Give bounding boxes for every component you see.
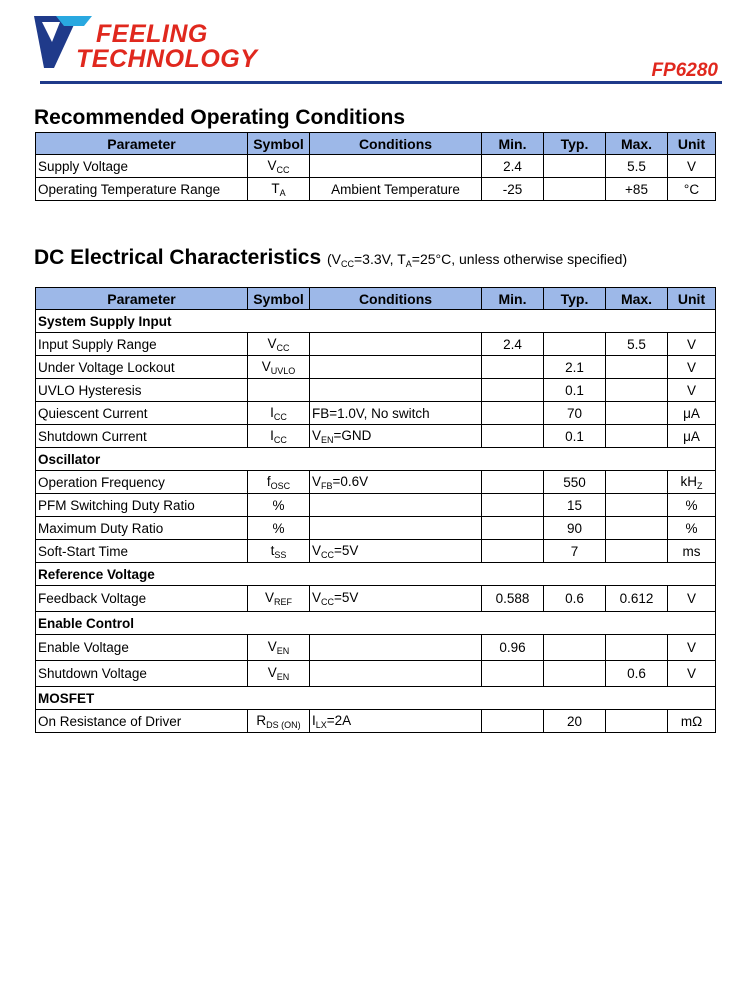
typ-cell: 7 <box>544 540 606 563</box>
parameter-cell: Shutdown Current <box>36 425 248 448</box>
table-row <box>36 540 716 563</box>
symbol-cell: $V_{EN}$ <box>248 635 310 661</box>
typ-cell: 550 <box>544 471 606 494</box>
table-row <box>36 586 716 612</box>
roc-col-header: Min. <box>482 133 544 155</box>
table-row <box>36 155 716 178</box>
table-group-row <box>36 687 716 710</box>
min-cell: 2.4 <box>482 333 544 356</box>
min-cell <box>482 661 544 687</box>
symbol-cell: % <box>248 494 310 517</box>
conditions-cell: $V_{FB}=0.6V$ <box>310 471 482 494</box>
parameter-cell: Enable Voltage <box>36 635 248 661</box>
unit-cell: V <box>668 356 716 379</box>
table-row <box>36 635 716 661</box>
max-cell <box>606 517 668 540</box>
roc-section-title: Recommended Operating Conditions <box>34 106 406 129</box>
unit-cell: V <box>668 661 716 687</box>
parameter-cell: Quiescent Current <box>36 402 248 425</box>
conditions-cell <box>310 494 482 517</box>
dc-section-title <box>34 246 627 270</box>
table-group-row <box>36 563 716 586</box>
typ-cell: 0.6 <box>544 586 606 612</box>
table-group-row <box>36 448 716 471</box>
conditions-cell: $V_{CC}=5V$ <box>310 540 482 563</box>
conditions-cell: $V_{EN}=GND$ <box>310 425 482 448</box>
max-cell: 0.6 <box>606 661 668 687</box>
roc-col-header: Parameter <box>36 133 248 155</box>
max-cell <box>606 710 668 733</box>
min-cell <box>482 379 544 402</box>
max-cell <box>606 356 668 379</box>
table-row <box>36 494 716 517</box>
parameter-cell: Maximum Duty Ratio <box>36 517 248 540</box>
parameter-cell: Input Supply Range <box>36 333 248 356</box>
group-label: Reference Voltage <box>36 563 716 586</box>
group-label: Oscillator <box>36 448 716 471</box>
typ-cell: 15 <box>544 494 606 517</box>
table-row <box>36 425 716 448</box>
unit-cell: ms <box>668 540 716 563</box>
table-row <box>36 517 716 540</box>
conditions-cell <box>310 356 482 379</box>
unit-cell: % <box>668 517 716 540</box>
typ-cell <box>544 333 606 356</box>
max-cell <box>606 494 668 517</box>
unit-cell: μA <box>668 425 716 448</box>
min-cell <box>482 471 544 494</box>
table-row <box>36 333 716 356</box>
parameter-cell: Supply Voltage <box>36 155 248 178</box>
symbol-cell: $V_{UVLO}$ <box>248 356 310 379</box>
dc-col-header: Min. <box>482 288 544 310</box>
roc-header-row <box>36 133 716 155</box>
group-label: Enable Control <box>36 612 716 635</box>
max-cell <box>606 471 668 494</box>
typ-cell: 20 <box>544 710 606 733</box>
dc-col-header: Max. <box>606 288 668 310</box>
table-row <box>36 178 716 201</box>
conditions-cell: $I_{LX}=2A$ <box>310 710 482 733</box>
typ-cell: 70 <box>544 402 606 425</box>
symbol-cell: $V_{CC}$ <box>248 333 310 356</box>
conditions-cell <box>310 155 482 178</box>
min-cell <box>482 425 544 448</box>
unit-cell: V <box>668 333 716 356</box>
min-cell: -25 <box>482 178 544 201</box>
table-row <box>36 471 716 494</box>
dc-col-header: Typ. <box>544 288 606 310</box>
parameter-cell: UVLO Hysteresis <box>36 379 248 402</box>
typ-cell: 90 <box>544 517 606 540</box>
symbol-cell <box>248 379 310 402</box>
typ-cell: 2.1 <box>544 356 606 379</box>
conditions-cell <box>310 517 482 540</box>
min-cell <box>482 494 544 517</box>
max-cell <box>606 379 668 402</box>
roc-col-header: Typ. <box>544 133 606 155</box>
max-cell <box>606 402 668 425</box>
symbol-cell: $R_{DS (ON)}$ <box>248 710 310 733</box>
roc-col-header: Symbol <box>248 133 310 155</box>
dc-title-text: DC Electrical Characteristics <box>34 246 322 269</box>
symbol-cell: $V_{CC}$ <box>248 155 310 178</box>
max-cell: +85 <box>606 178 668 201</box>
max-cell: 5.5 <box>606 333 668 356</box>
symbol-cell: $f_{OSC}$ <box>248 471 310 494</box>
roc-col-header: Max. <box>606 133 668 155</box>
unit-cell: V <box>668 379 716 402</box>
roc-col-header: Conditions <box>310 133 482 155</box>
conditions-cell: FB=1.0V, No switch <box>310 402 482 425</box>
conditions-cell <box>310 635 482 661</box>
symbol-cell: % <box>248 517 310 540</box>
symbol-cell: $V_{EN}$ <box>248 661 310 687</box>
symbol-cell: $t_{SS}$ <box>248 540 310 563</box>
roc-col-header: Unit <box>668 133 716 155</box>
unit-cell: V <box>668 586 716 612</box>
table-row <box>36 402 716 425</box>
table-row <box>36 379 716 402</box>
parameter-cell: Operation Frequency <box>36 471 248 494</box>
typ-cell <box>544 178 606 201</box>
table-row <box>36 710 716 733</box>
dc-col-header: Conditions <box>310 288 482 310</box>
conditions-cell <box>310 379 482 402</box>
min-cell: 0.588 <box>482 586 544 612</box>
symbol-cell: $T_A$ <box>248 178 310 201</box>
dc-col-header: Parameter <box>36 288 248 310</box>
unit-cell: °C <box>668 178 716 201</box>
logo-text-line1: FEELING <box>96 20 208 48</box>
min-cell <box>482 540 544 563</box>
typ-cell: 0.1 <box>544 379 606 402</box>
unit-cell: $kH_Z$ <box>668 471 716 494</box>
typ-cell <box>544 635 606 661</box>
parameter-cell: Under Voltage Lockout <box>36 356 248 379</box>
symbol-cell: $I_{CC}$ <box>248 402 310 425</box>
dc-col-header: Unit <box>668 288 716 310</box>
table-row <box>36 661 716 687</box>
table-group-row <box>36 612 716 635</box>
typ-cell <box>544 661 606 687</box>
dc-header-row <box>36 288 716 310</box>
unit-cell: mΩ <box>668 710 716 733</box>
roc-table <box>35 132 716 201</box>
max-cell: 0.612 <box>606 586 668 612</box>
symbol-cell: $V_{REF}$ <box>248 586 310 612</box>
conditions-cell <box>310 333 482 356</box>
max-cell <box>606 425 668 448</box>
min-cell: 0.96 <box>482 635 544 661</box>
parameter-cell: Operating Temperature Range <box>36 178 248 201</box>
min-cell <box>482 710 544 733</box>
company-logo <box>34 12 274 73</box>
typ-cell <box>544 155 606 178</box>
parameter-cell: Soft-Start Time <box>36 540 248 563</box>
unit-cell: V <box>668 155 716 178</box>
group-label: System Supply Input <box>36 310 716 333</box>
table-group-row <box>36 310 716 333</box>
group-label: MOSFET <box>36 687 716 710</box>
conditions-cell: $V_{CC}=5V$ <box>310 586 482 612</box>
logo-text-line2: TECHNOLOGY <box>76 45 258 73</box>
conditions-cell: Ambient Temperature <box>310 178 482 201</box>
conditions-cell <box>310 661 482 687</box>
header-divider <box>40 81 722 84</box>
parameter-cell: Feedback Voltage <box>36 586 248 612</box>
table-row <box>36 356 716 379</box>
max-cell: 5.5 <box>606 155 668 178</box>
max-cell <box>606 635 668 661</box>
document-id: FP6280 <box>651 60 718 81</box>
unit-cell: % <box>668 494 716 517</box>
unit-cell: V <box>668 635 716 661</box>
parameter-cell: Shutdown Voltage <box>36 661 248 687</box>
unit-cell: μA <box>668 402 716 425</box>
min-cell <box>482 356 544 379</box>
parameter-cell: On Resistance of Driver <box>36 710 248 733</box>
parameter-cell: PFM Switching Duty Ratio <box>36 494 248 517</box>
symbol-cell: $I_{CC}$ <box>248 425 310 448</box>
dc-title-note: ($V_{CC}=3.3V$, $T_A=25^\circ C$, unless otherwise specified) <box>326 251 628 269</box>
dc-col-header: Symbol <box>248 288 310 310</box>
dc-table <box>35 287 716 733</box>
typ-cell: 0.1 <box>544 425 606 448</box>
max-cell <box>606 540 668 563</box>
min-cell <box>482 402 544 425</box>
min-cell: 2.4 <box>482 155 544 178</box>
min-cell <box>482 517 544 540</box>
